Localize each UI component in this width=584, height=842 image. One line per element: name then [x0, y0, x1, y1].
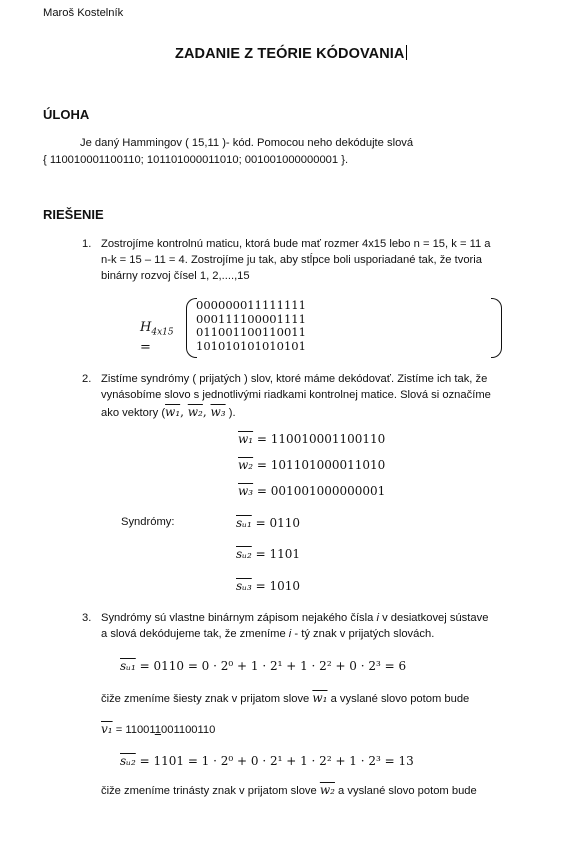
word-3-value: = 001001000000001	[256, 484, 386, 498]
matrix-cell: 1	[261, 325, 270, 339]
word-3-name: w₃	[238, 484, 254, 498]
solution-heading: RIEŠENIE	[43, 207, 104, 222]
matrix-cell: 1	[276, 311, 284, 326]
matrix-cell: 1	[196, 338, 204, 353]
received-word-1	[238, 431, 385, 448]
matrix-cell: 1	[217, 311, 226, 326]
matrix-cell: 1	[291, 325, 299, 339]
equation-syndrome-2	[120, 753, 414, 770]
matrix-cell: 0	[254, 311, 262, 326]
matrix-cell: 0	[210, 298, 218, 312]
matrix-cell: 0	[291, 338, 299, 353]
matrix-cell: 1	[269, 298, 277, 312]
matrix-cell: 1	[298, 325, 306, 339]
matrix-equals: =	[140, 340, 151, 355]
matrix-cell: 0	[247, 338, 255, 353]
matrix-row	[196, 299, 306, 313]
step-3-line-2-a: a slová dekódujeme tak, že zmeníme	[101, 628, 289, 640]
author-name: Maroš Kostelník	[43, 7, 124, 19]
matrix-cell: 1	[254, 298, 262, 312]
step-1-line-1: Zostrojíme kontrolnú maticu, ktorá bude mať rozmer 4x15 lebo n = 15, k = 11 a	[101, 238, 491, 250]
step-2-number: 2.	[82, 373, 92, 385]
task-line-1: Je daný Hammingov ( 15,11 )- kód. Pomocou neho dekódujte slová	[80, 137, 414, 149]
syndrome-3-name: sᵤ₃	[236, 579, 252, 593]
text-2-a: čiže zmeníme trinásty znak v prijatom slove	[101, 785, 320, 797]
received-word-3	[238, 483, 385, 500]
matrix-cell: 1	[291, 298, 299, 312]
matrix-cell: 0	[196, 298, 204, 312]
task-heading: ÚLOHA	[43, 107, 90, 122]
matrix-cell: 1	[203, 325, 211, 339]
word-1-name: w₁	[238, 432, 254, 446]
v1-symbol: v₁	[101, 722, 113, 736]
syndrome-2	[236, 546, 300, 563]
matrix-cell: 1	[232, 311, 240, 326]
matrix-cell: 1	[298, 298, 306, 312]
word-2-name: w₂	[238, 458, 254, 472]
matrix-cell: 0	[232, 298, 240, 312]
matrix-cell: 1	[239, 311, 248, 326]
document-title	[175, 44, 407, 64]
matrix-cell: 0	[196, 325, 204, 339]
matrix-cell: 0	[196, 311, 204, 326]
syndrome-1	[236, 515, 300, 532]
vectors-prefix: ako vektory (	[101, 407, 166, 419]
eq2-symbol: sᵤ₂	[120, 754, 136, 768]
matrix-cell: 0	[210, 311, 218, 326]
step-1-line-3: binárny rozvoj čísel 1, 2,....,15	[101, 270, 250, 282]
step-3-line-2	[101, 627, 434, 642]
equation-syndrome-1	[120, 658, 406, 675]
word-2-value: = 101101000011010	[256, 458, 386, 472]
matrix-cell: 1	[283, 338, 292, 353]
matrix-cell: 1	[225, 311, 233, 326]
matrix-row	[196, 313, 306, 327]
step-3-i-2: i	[288, 628, 292, 640]
text-2-vector: w₂	[319, 783, 335, 797]
matrix-cell: 0	[203, 298, 211, 312]
matrix-table	[196, 299, 306, 353]
matrix-cell: 0	[261, 311, 270, 326]
syndrome-3-value: = 1010	[255, 579, 301, 593]
text-1-vector: w₁	[312, 691, 328, 705]
syndrome-1-name: sᵤ₁	[236, 516, 252, 530]
step-3-line-1-a: Syndrómy sú vlastne binárnym zápisom nejakého čísla	[101, 612, 377, 624]
matrix-cell: 1	[232, 325, 240, 339]
matrix-label	[140, 319, 174, 357]
matrix-cell: 1	[269, 325, 277, 339]
syndrome-2-name: sᵤ₂	[236, 547, 252, 561]
matrix-cell: 0	[239, 298, 248, 312]
eq2-expression: = 1101 = 1 · 2⁰ + 0 · 2¹ + 1 · 2² + 1 · 2³ = 13	[139, 754, 414, 768]
matrix-subscript: 4x15	[151, 327, 174, 338]
step-3-line-1-b: v desiatkovej sústave	[378, 612, 489, 624]
eq1-symbol: sᵤ₁	[120, 659, 136, 673]
matrix-cell: 0	[269, 311, 277, 326]
matrix-cell: 0	[217, 338, 226, 353]
matrix-cell: 0	[283, 325, 292, 339]
step-3-text-1	[101, 690, 469, 707]
matrix-symbol: H	[140, 320, 152, 335]
vector-w2: w₂	[187, 405, 203, 419]
text-2-b: a vyslané slovo potom bude	[334, 785, 477, 797]
syndrome-1-value: = 0110	[255, 516, 301, 530]
step-3-line-2-b: - tý znak v prijatých slovách.	[291, 628, 435, 640]
step-3-number: 3.	[82, 612, 92, 624]
v1-part-b: 001100110	[161, 724, 216, 736]
matrix-cell: 1	[276, 298, 284, 312]
matrix-cell: 1	[283, 298, 292, 312]
sent-word-1	[101, 721, 215, 738]
matrix-cell: 1	[254, 338, 262, 353]
matrix-cell: 1	[298, 338, 306, 353]
step-3-line-1	[101, 611, 488, 626]
step-1-line-2: n-k = 15 – 11 = 4. Zostrojíme ju tak, aby stĺpce boli usporiadané tak, že tvoria	[101, 254, 482, 266]
matrix-cell: 0	[225, 325, 233, 339]
step-2-line-1: Zistíme syndrómy ( prijatých ) slov, ktoré máme dekódovať. Zistíme ich tak, že	[101, 373, 488, 385]
matrix-cell: 0	[225, 298, 233, 312]
matrix-cell: 0	[254, 325, 262, 339]
matrix-cell: 1	[210, 338, 218, 353]
matrix-cell: 1	[298, 311, 306, 326]
matrix-cell: 1	[247, 298, 255, 312]
vector-w3: w₃	[210, 405, 226, 419]
matrix-cell: 1	[239, 338, 248, 353]
syndromes-label: Syndrómy:	[121, 516, 175, 528]
matrix-cell: 0	[261, 338, 270, 353]
matrix-cell: 1	[269, 338, 277, 353]
matrix-cell: 1	[225, 338, 233, 353]
syndrome-2-value: = 1101	[255, 547, 301, 561]
matrix-cell: 1	[261, 298, 270, 312]
matrix-cell: 0	[276, 338, 284, 353]
matrix-cell: 0	[217, 298, 226, 312]
step-3-text-2	[101, 782, 477, 799]
matrix-cell: 1	[239, 325, 248, 339]
task-line-2: { 110010001100110; 101101000011010; 001001000000001 }.	[43, 154, 349, 166]
v1-part-a: = 11001	[112, 724, 155, 736]
matrix-cell: 0	[203, 311, 211, 326]
vectors-suffix: ).	[225, 407, 236, 419]
matrix-cell: 0	[203, 338, 211, 353]
matrix-cell: 1	[210, 325, 218, 339]
matrix-cell: 0	[232, 338, 240, 353]
step-2-line-2: vynásobíme slovo s jednotlivými riadkami kontrolnej matice. Slová si označíme	[101, 389, 491, 401]
word-1-value: = 110010001100110	[256, 432, 386, 446]
received-word-2	[238, 457, 385, 474]
matrix-cell: 0	[247, 325, 255, 339]
text-cursor	[406, 45, 407, 60]
eq1-expression: = 0110 = 0 · 2⁰ + 1 · 2¹ + 1 · 2² + 0 · 2³ = 6	[139, 659, 407, 673]
syndrome-3	[236, 578, 300, 595]
matrix-cell: 0	[247, 311, 255, 326]
v1-changed-bit: 1	[154, 724, 162, 736]
matrix-row	[196, 340, 306, 354]
matrix-right-bracket	[491, 298, 502, 358]
vector-w1: w₁	[165, 405, 181, 419]
text-1-a: čiže zmeníme šiesty znak v prijatom slove	[101, 693, 313, 705]
matrix-cell: 0	[276, 325, 284, 339]
matrix-cell: 1	[291, 311, 299, 326]
step-3-i-1: i	[376, 612, 379, 624]
step-2-line-3: ako vektory (w₁, w₂, w₃ ).	[101, 405, 236, 419]
step-1-number: 1.	[82, 238, 92, 250]
matrix-cell: 1	[283, 311, 292, 326]
matrix-row	[196, 326, 306, 340]
matrix-cell: 0	[217, 325, 226, 339]
title-text: ZADANIE Z TEÓRIE KÓDOVANIA	[175, 46, 405, 62]
text-1-b: a vyslané slovo potom bude	[327, 693, 470, 705]
